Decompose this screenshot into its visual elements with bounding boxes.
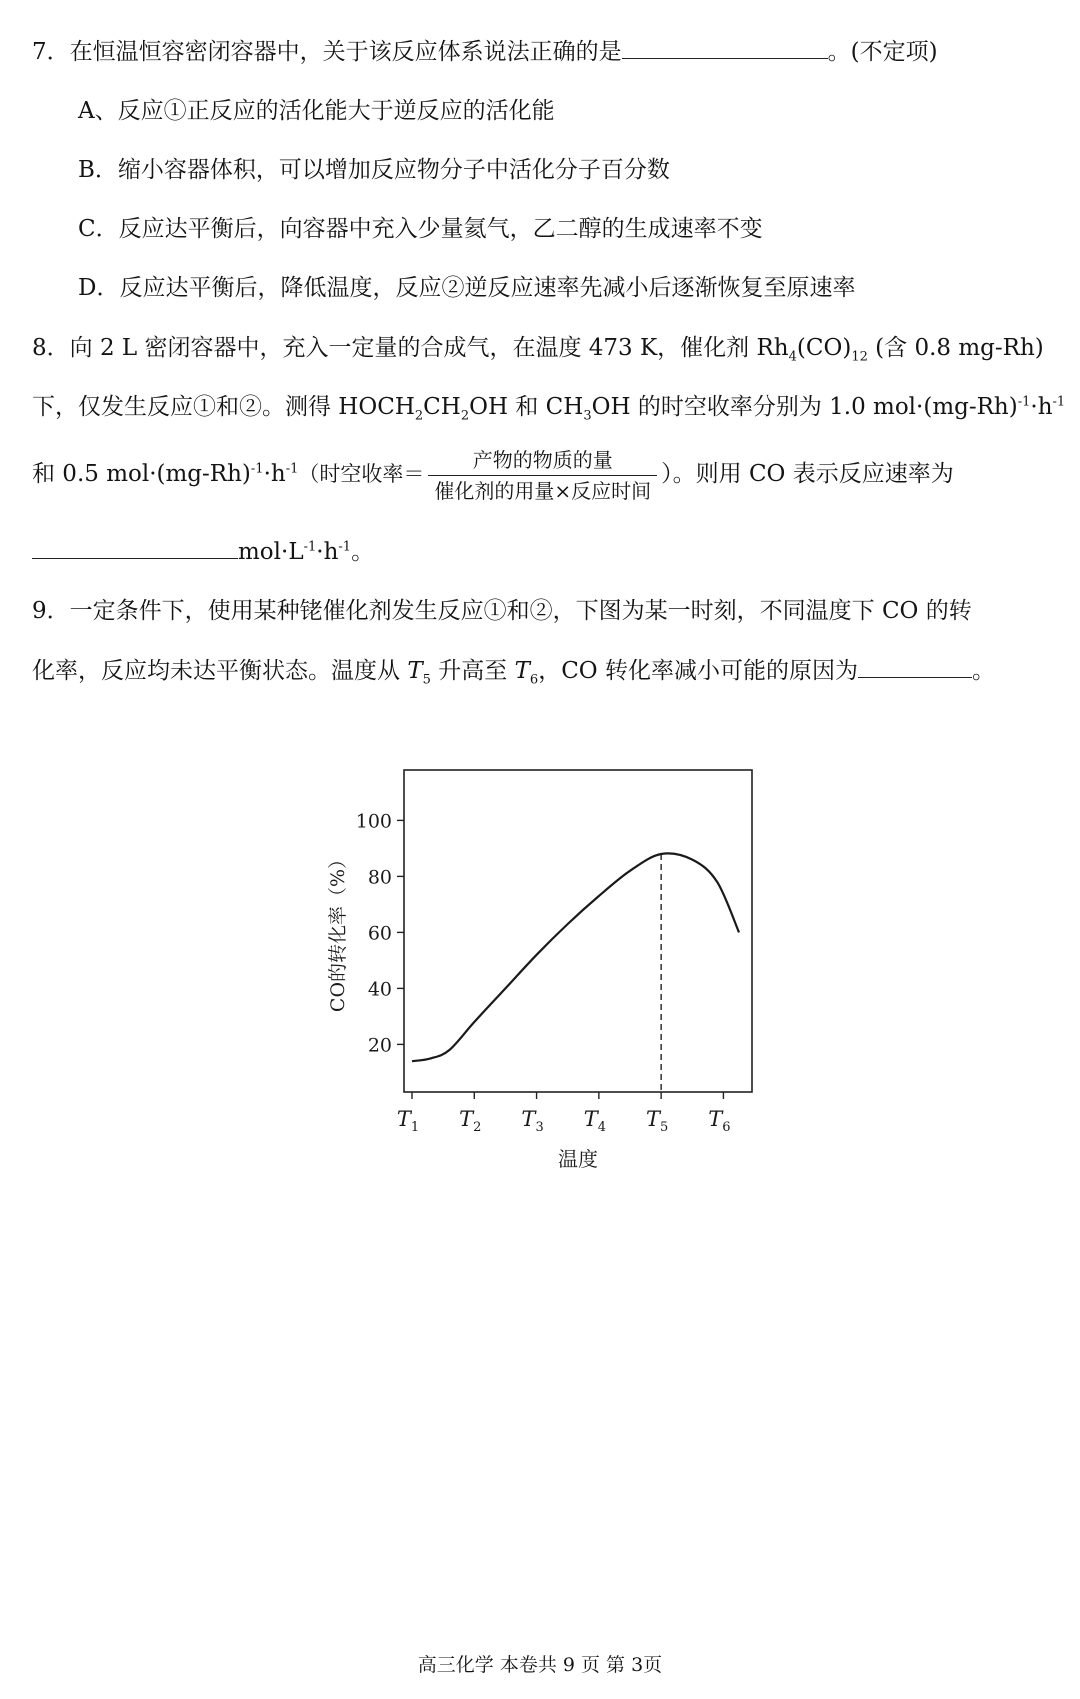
- q7-option-b: B．缩小容器体积，可以增加反应物分子中活化分子百分数: [78, 157, 670, 183]
- y-tick-label: 80: [367, 866, 392, 889]
- y-axis-ticks: [356, 810, 404, 1056]
- x-tick-label-t1: $T_1$: [396, 1107, 420, 1135]
- page-footer: 高三化学 本卷共 9 页 第 3页: [417, 1654, 663, 1676]
- q8-line-3: 和 0.5 $mol\cdot(mg-Rh)^{-1}\cdot h^{-1}$（时空收率＝ $\frac{\text{产物的物质的量}}{\text{催化剂的用量×反应时间}}$ ）。则用 CO 表示反应速率为: [32, 447, 954, 503]
- co-conversion-curve: [412, 853, 739, 1061]
- x-axis-label: 温度: [558, 1147, 598, 1171]
- fraction-numerator: 产物的物质的量: [428, 448, 657, 476]
- q9-line-2: 化率，反应均未达平衡状态。温度从 $T_5$ 升高至 $T_6$，CO 转化率减小可能的原因为 。: [32, 655, 995, 686]
- x-tick-label-t3: $T_3$: [521, 1107, 544, 1135]
- q9-line-1: 9．一定条件下，使用某种铑催化剂发生反应①和②，下图为某一时刻，不同温度下 CO 的转: [32, 598, 972, 624]
- q7-option-c: C．反应达平衡后，向容器中充入少量氦气，乙二醇的生成速率不变: [78, 216, 763, 242]
- q7-option-d: D．反应达平衡后，降低温度，反应②逆反应速率先减小后逐渐恢复至原速率: [78, 275, 856, 301]
- y-tick-label: 40: [367, 978, 392, 1001]
- x-tick-label-t5: $T_5$: [645, 1107, 669, 1135]
- y-tick-label: 20: [367, 1034, 392, 1057]
- y-tick-label: 100: [355, 810, 392, 833]
- y-axis-label: CO的转化率（%）: [327, 849, 349, 1013]
- x-tick-label-t6: $T_6$: [708, 1107, 731, 1135]
- fraction-denominator: 催化剂的用量×反应时间: [434, 478, 652, 503]
- x-tick-label-t4: $T_4$: [583, 1107, 607, 1135]
- x-axis-ticks: [397, 1092, 731, 1135]
- y-tick-label: 60: [367, 922, 392, 945]
- q8-line-1: 8．向 2 L 密闭容器中，充入一定量的合成气，在温度 473 K，催化剂 $Rh_4(CO)_{12}$ (含 0.8 mg-Rh): [32, 335, 1044, 365]
- q7-option-a: A、反应①正反应的活化能大于逆反应的活化能: [78, 98, 555, 124]
- q8-line-2: 下，仅发生反应①和②。测得 $HOCH_2CH_2OH$ 和 $CH_3OH$ 的时空收率分别为 1.0 $mol\cdot(mg-Rh)^{-1}\cdot h^{-1}$: [32, 394, 1066, 424]
- x-tick-label-t2: $T_2$: [459, 1107, 482, 1135]
- q7-stem: 7．在恒温恒容密闭容器中，关于该反应体系说法正确的是 。(不定项): [32, 36, 938, 67]
- q8-line-4: $mol\cdot L^{-1}\cdot h^{-1}$。: [32, 536, 374, 567]
